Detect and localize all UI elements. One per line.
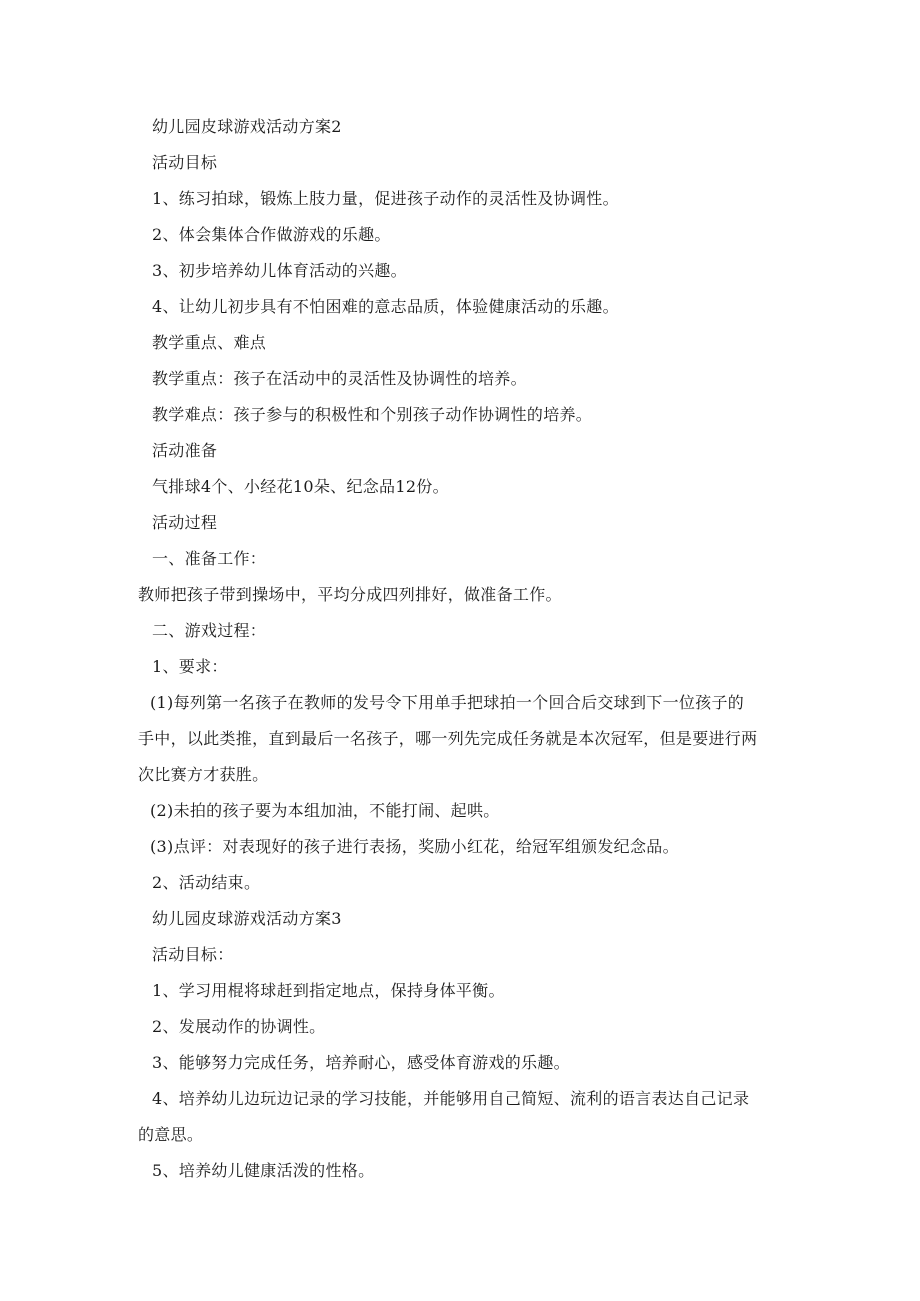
teaching-focus: 教学重点：孩子在活动中的灵活性及协调性的培养。 [152,369,527,388]
teaching-difficulty: 教学难点：孩子参与的积极性和个别孩子动作协调性的培养。 [152,405,593,424]
requirement-1-line-3: 次比赛方才获胜。 [138,765,269,784]
heading-activity-goals: 活动目标 [152,153,218,172]
heading-process: 活动过程 [152,513,218,532]
heading-activity-goals-2: 活动目标： [152,945,234,964]
goal-item-2: 2、体会集体合作做游戏的乐趣。 [152,225,391,244]
goal-2-item-1: 1、学习用棍将球赶到指定地点，保持身体平衡。 [152,981,505,1000]
requirement-3: (3)点评：对表现好的孩子进行表扬，奖励小红花，给冠军组颁发纪念品。 [150,837,679,856]
preparation-materials: 气排球4个、小经花10朵、纪念品12份。 [152,477,449,496]
requirement-1-line-1: (1)每列第一名孩子在教师的发号令下用单手把球拍一个回合后交球到下一位孩子的 [150,693,745,712]
goal-2-item-5: 5、培养幼儿健康活泼的性格。 [152,1161,375,1180]
goal-2-item-4-line-1: 4、培养幼儿边玩边记录的学习技能，并能够用自己简短、流利的语言表达自己记录 [152,1089,750,1108]
section-title-plan-3: 幼儿园皮球游戏活动方案3 [152,909,342,928]
goal-item-4: 4、让幼儿初步具有不怕困难的意志品质，体验健康活动的乐趣。 [152,297,619,316]
process-step-1-title: 一、准备工作： [152,549,267,568]
section-title-plan-2: 幼儿园皮球游戏活动方案2 [152,117,342,136]
heading-preparation: 活动准备 [152,441,218,460]
goal-2-item-2: 2、发展动作的协调性。 [152,1017,326,1036]
requirement-2: (2)未拍的孩子要为本组加油，不能打闹、起哄。 [150,801,500,820]
requirements-title: 1、要求： [152,657,228,676]
goal-item-1: 1、练习拍球，锻炼上肢力量，促进孩子动作的灵活性及协调性。 [152,189,619,208]
goal-2-item-4-line-2: 的意思。 [138,1125,204,1144]
requirement-1-line-2: 手中，以此类推，直到最后一名孩子，哪一列先完成任务就是本次冠军，但是要进行两 [138,729,758,748]
goal-2-item-3: 3、能够努力完成任务，培养耐心，感受体育游戏的乐趣。 [152,1053,570,1072]
process-step-2-title: 二、游戏过程： [152,621,267,640]
goal-item-3: 3、初步培养幼儿体育活动的兴趣。 [152,261,407,280]
activity-end: 2、活动结束。 [152,873,261,892]
process-step-1-text: 教师把孩子带到操场中，平均分成四列排好，做准备工作。 [138,585,562,604]
heading-key-points: 教学重点、难点 [152,333,267,352]
